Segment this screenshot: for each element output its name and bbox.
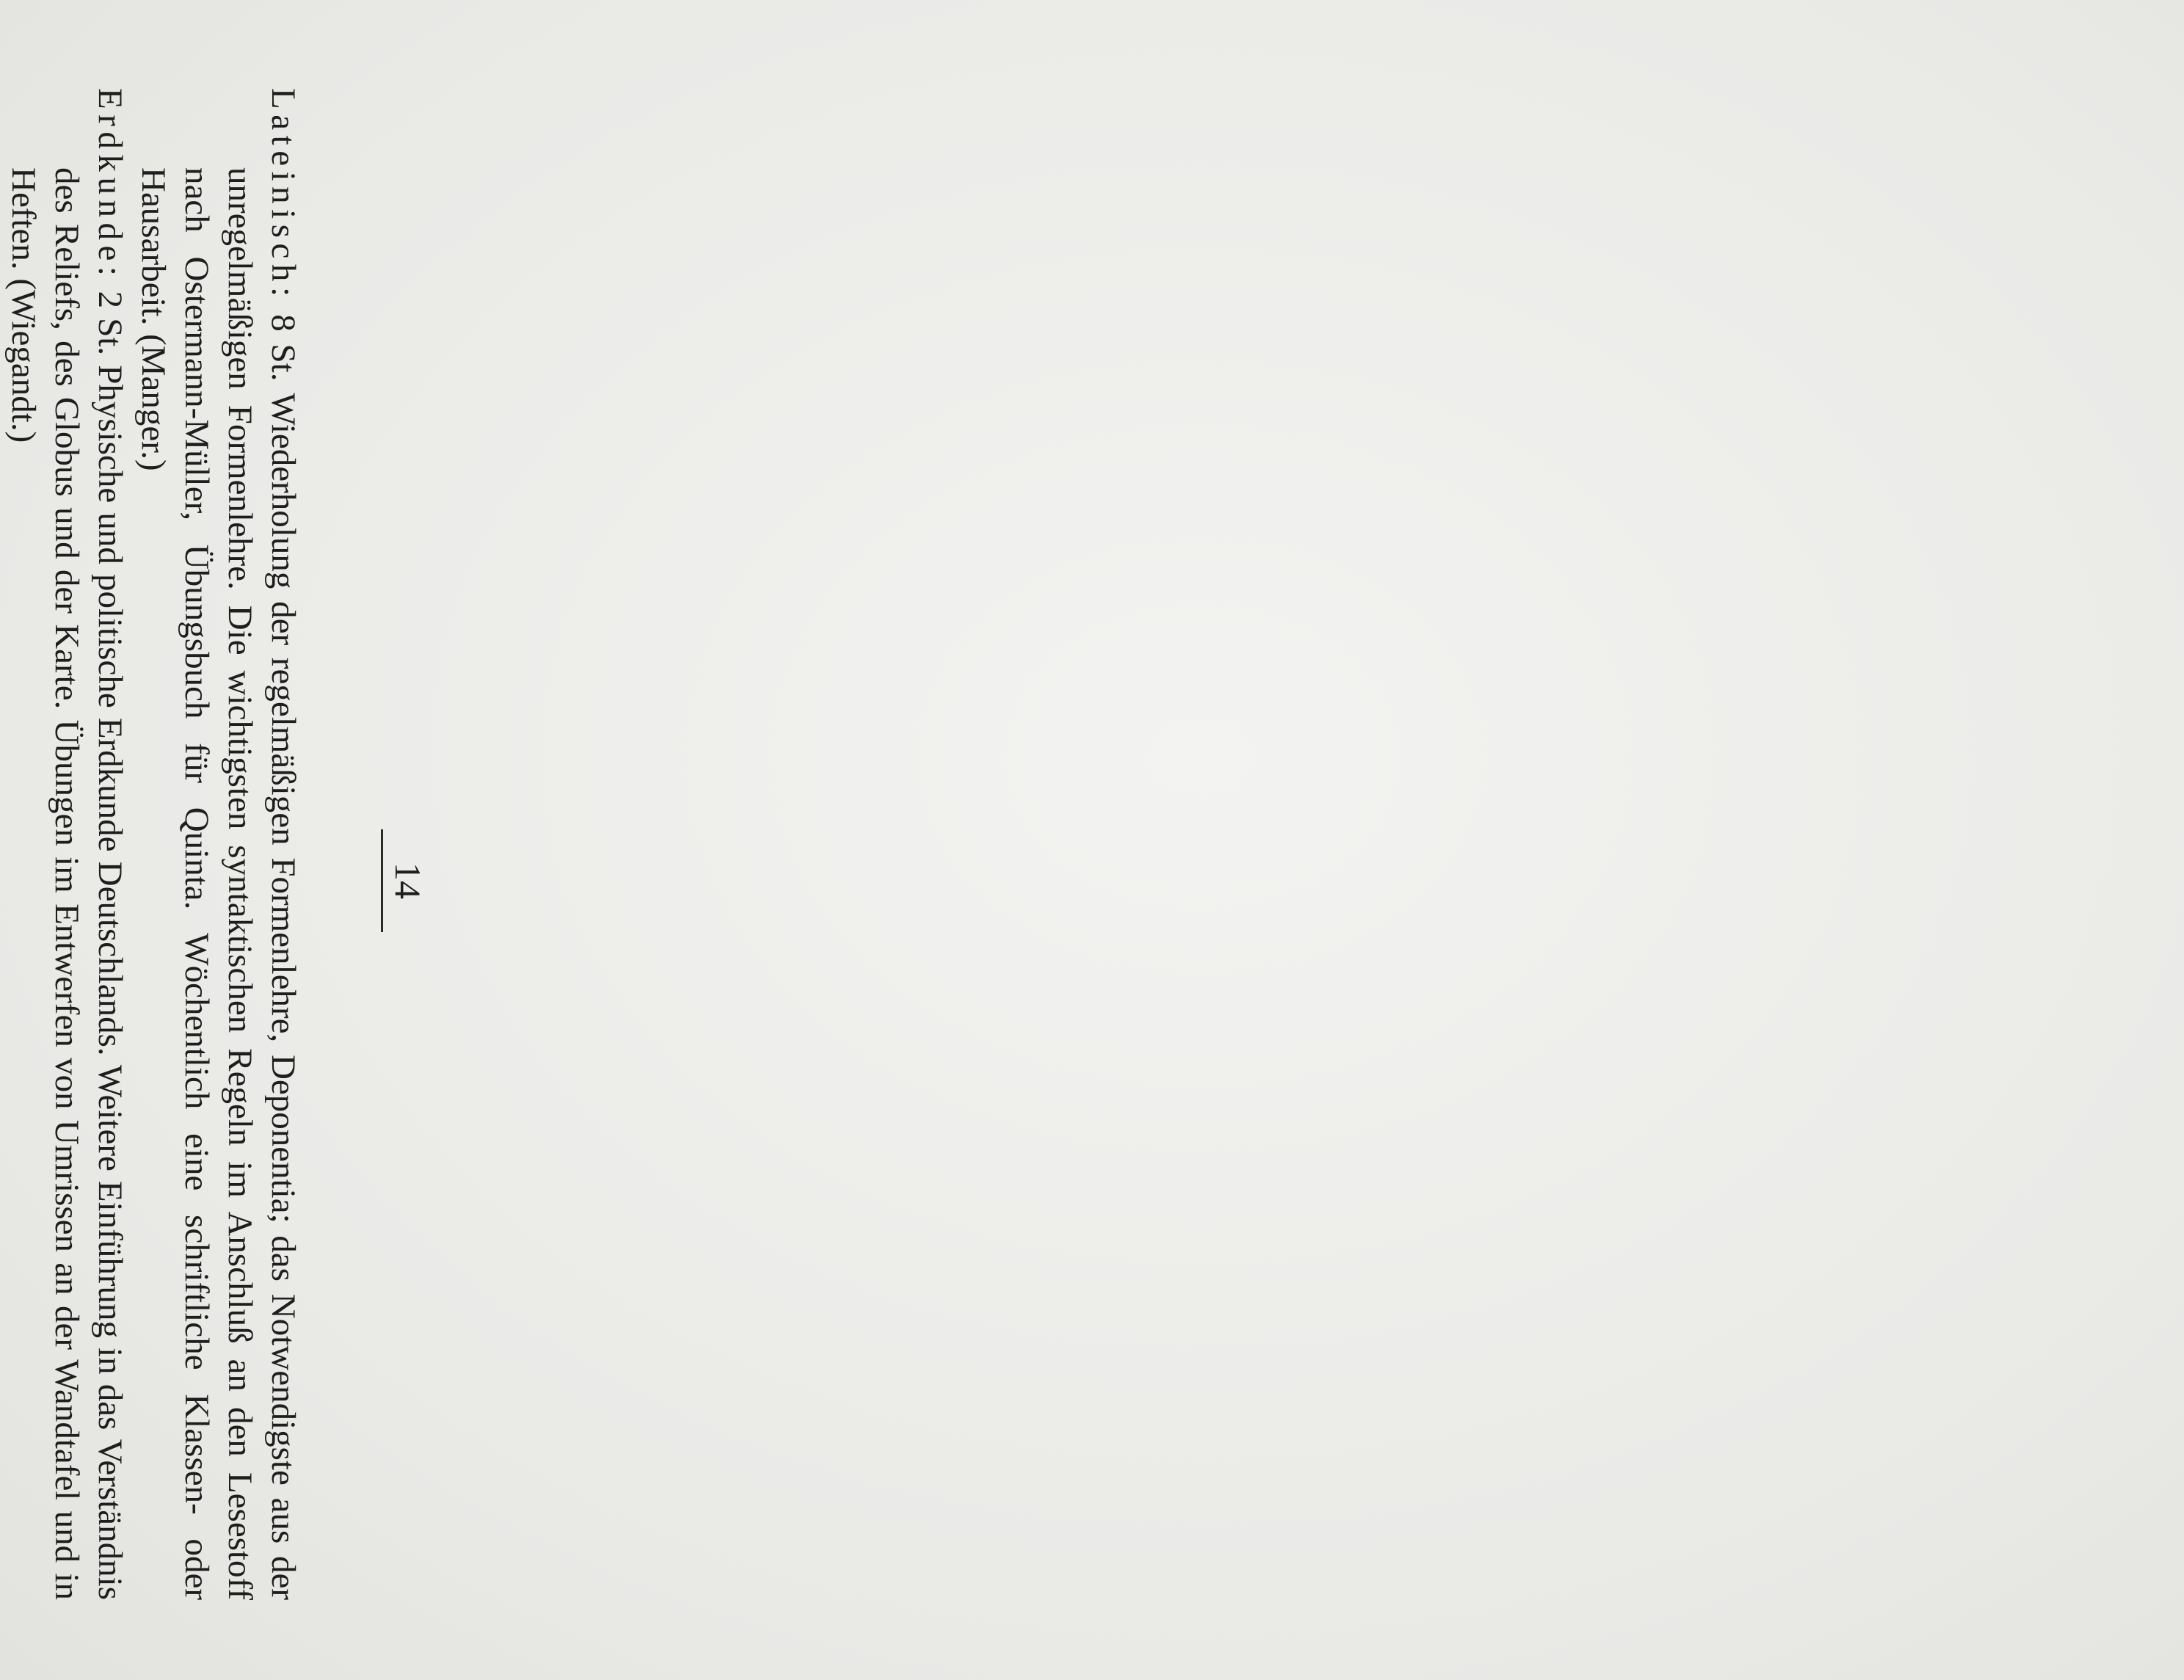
- subject-label: Erdkunde:: [91, 88, 129, 282]
- printed-page: [0, 88, 1240, 1600]
- entry-lateinisch-quinta: [131, 88, 305, 1600]
- curriculum-text: [0, 88, 305, 1600]
- subject-label: Lateinisch:: [264, 88, 302, 302]
- page-number-rule: [381, 829, 383, 932]
- page-number: 14: [387, 862, 429, 899]
- entry-text: 2 St. Physische und politische Erdkunde Deutschlands. Weitere Einführung in das Verständnis des Reliefs, des Globus und der Karte. Übungen im Entwerfen von Umrissen an der Wandtafel und in Heften. (Wiegandt.): [4, 167, 129, 1600]
- entry-text: 8 St. Wiederholung der regelmäßigen Formenlehre, Deponentia; das Notwendigste aus der unregelmäßigen Formenlehre. Die wichtigsten syntaktischen Regeln im Anschluß an den Lesestoff nach Ostermann-Müller, Übungsbuch für Quinta. Wöchentlich eine schriftliche Klassen- oder Hausarbeit. (Manger.): [134, 167, 302, 1601]
- entry-erdkunde-quinta: [1, 88, 131, 1600]
- entry-rechnen-quinta: [0, 88, 1, 1600]
